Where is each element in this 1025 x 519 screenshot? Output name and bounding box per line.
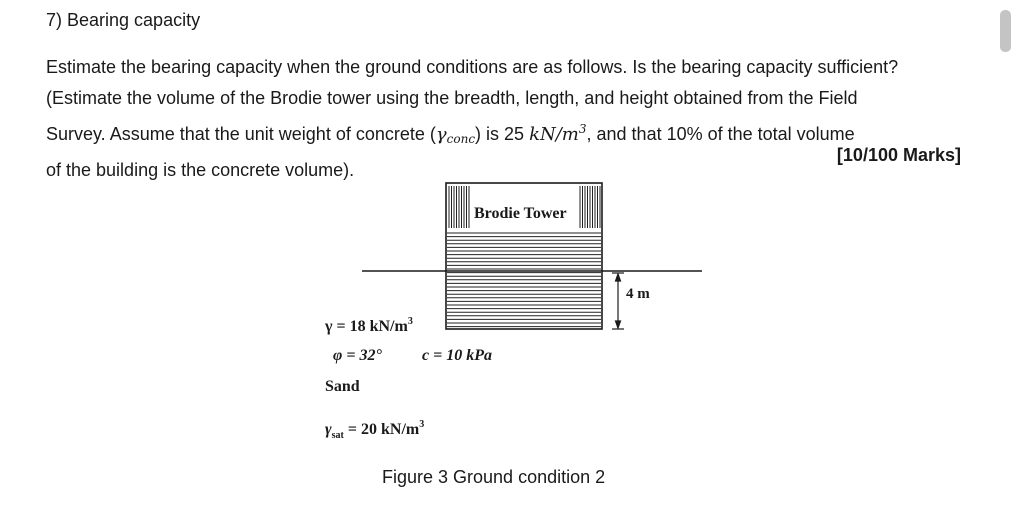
question-line-1: Estimate the bearing capacity when the ground conditions are as follows. Is the bearing capacity sufficient? <box>46 57 899 77</box>
question-line-2: (Estimate the volume of the Brodie tower using the breadth, length, and height obtained from the Field <box>46 88 858 108</box>
soil-type-label: Sand <box>325 378 360 395</box>
depth-dimension-arrow <box>612 273 624 329</box>
line3-text-a: Survey. Assume that the unit weight of concrete ( <box>46 124 436 144</box>
unit-weight-label: γ = 18 $kN/m^3$ <box>325 316 413 335</box>
question-heading: 7) Bearing capacity <box>46 10 201 30</box>
cube-exponent: 3 <box>578 122 587 136</box>
cohesion-label: c = 10 kPa <box>422 347 492 364</box>
saturated-unit-weight-label: $\gamma_{sat} = 20$ $kN/m^3$ <box>325 419 425 441</box>
line3-text-b: ) is 25 <box>475 124 530 144</box>
friction-angle-label: φ = 32° <box>333 347 382 364</box>
figure-caption: Figure 3 Ground condition 2 <box>382 467 606 487</box>
question-line-4: of the building is the concrete volume). <box>46 160 355 180</box>
marks-label: [10/100 Marks] <box>836 145 961 165</box>
gamma-symbol: γ <box>435 124 447 145</box>
depth-label: 4 m <box>626 286 650 302</box>
tower-label: Brodie Tower <box>474 205 567 222</box>
unit-kn-m: kN/m <box>529 124 579 145</box>
conc-subscript: conc <box>446 132 476 146</box>
vertical-scrollbar[interactable] <box>1000 10 1011 52</box>
line3-text-c: , and that 10% of the total volume <box>586 124 855 144</box>
